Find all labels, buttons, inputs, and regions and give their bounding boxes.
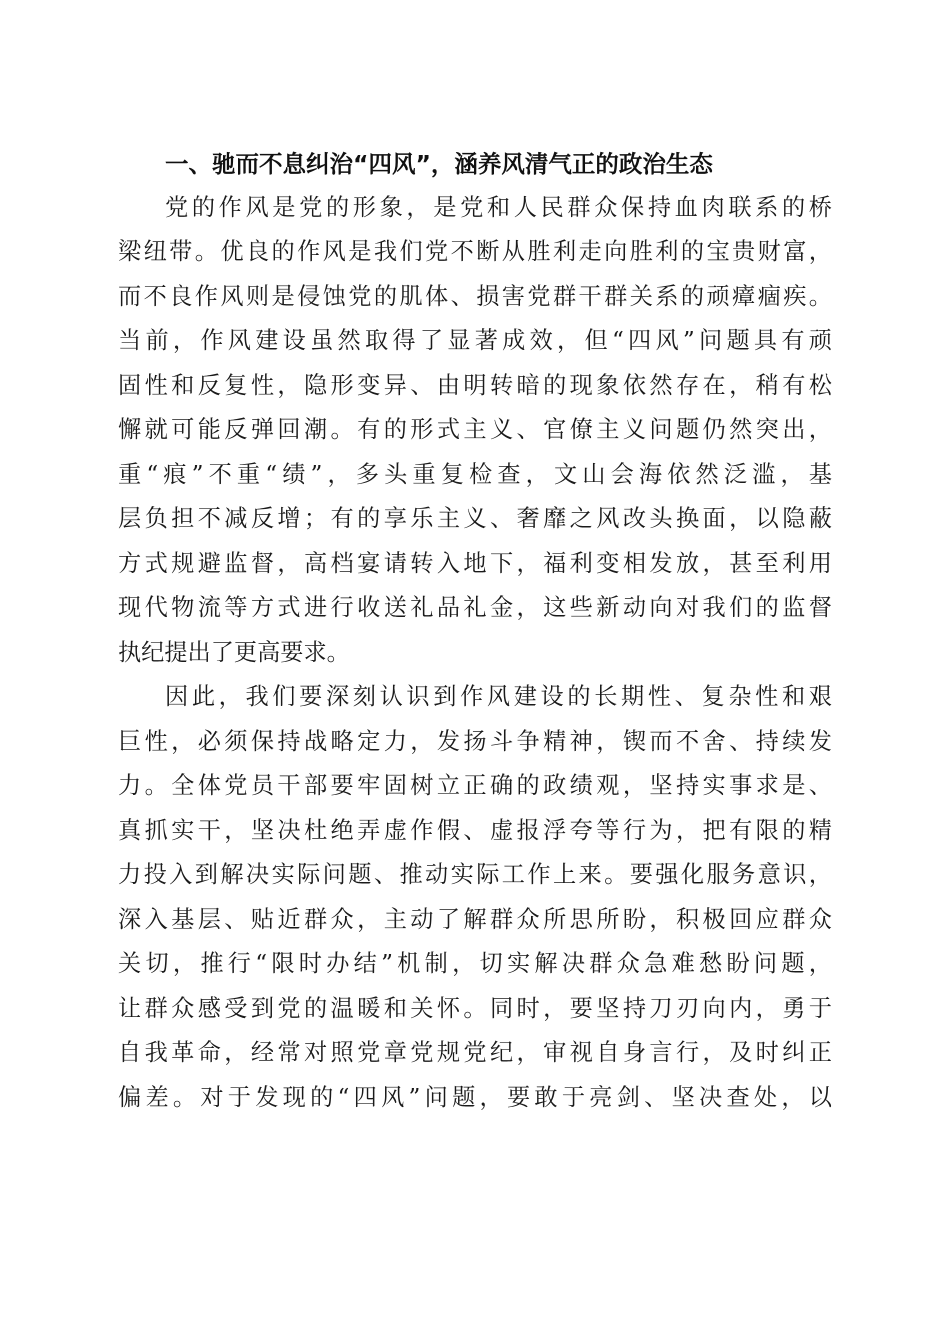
paragraph-1-line-11: 执纪提出了更高要求。: [118, 639, 350, 666]
section-heading: 一、驰而不息纠治“四风”，涵养风清气正的政治生态: [165, 150, 713, 178]
paragraph-1-line-2: 梁纽带。优良的作风是我们党不断从胜利走向胜利的宝贵财富，: [118, 238, 832, 265]
paragraph-1-line-10: 现代物流等方式进行收送礼品礼金，这些新动向对我们的监督: [118, 594, 832, 621]
paragraph-1-line-1: 党的作风是党的形象，是党和人民群众保持血肉联系的桥: [165, 194, 832, 221]
paragraph-1-line-8: 层负担不减反增；有的享乐主义、奢靡之风改头换面，以隐蔽: [118, 505, 832, 532]
paragraph-2-line-6: 深入基层、贴近群众，主动了解群众所思所盼，积极回应群众: [118, 906, 832, 933]
paragraph-1-line-3: 而不良作风则是侵蚀党的肌体、损害党群干群关系的顽瘴痼疾。: [118, 283, 832, 310]
paragraph-2-line-3: 力。全体党员干部要牢固树立正确的政绩观，坚持实事求是、: [118, 772, 832, 799]
paragraph-1-line-6: 懈就可能反弹回潮。有的形式主义、官僚主义问题仍然突出，: [118, 416, 832, 443]
paragraph-2-line-8: 让群众感受到党的温暖和关怀。同时，要坚持刀刃向内，勇于: [118, 995, 832, 1022]
paragraph-2-line-5: 力投入到解决实际问题、推动实际工作上来。要强化服务意识，: [118, 861, 832, 888]
paragraph-1-line-4: 当前，作风建设虽然取得了显著成效，但“四风”问题具有顽: [118, 327, 832, 354]
paragraph-1-line-9: 方式规避监督，高档宴请转入地下，福利变相发放，甚至利用: [118, 550, 832, 577]
paragraph-2-line-7: 关切，推行“限时办结”机制，切实解决群众急难愁盼问题，: [118, 950, 832, 977]
paragraph-2-line-4: 真抓实干，坚决杜绝弄虚作假、虚报浮夸等行为，把有限的精: [118, 817, 832, 844]
paragraph-2-line-2: 巨性，必须保持战略定力，发扬斗争精神，锲而不舍、持续发: [118, 728, 832, 755]
paragraph-2-line-10: 偏差。对于发现的“四风”问题，要敢于亮剑、坚决查处，以: [118, 1084, 832, 1111]
paragraph-2-line-1: 因此，我们要深刻认识到作风建设的长期性、复杂性和艰: [165, 683, 832, 710]
paragraph-1-line-5: 固性和反复性，隐形变异、由明转暗的现象依然存在，稍有松: [118, 372, 832, 399]
paragraph-1-line-7: 重“痕”不重“绩”，多头重复检查，文山会海依然泛滥，基: [118, 461, 832, 488]
paragraph-2-line-9: 自我革命，经常对照党章党规党纪，审视自身言行，及时纠正: [118, 1039, 832, 1066]
